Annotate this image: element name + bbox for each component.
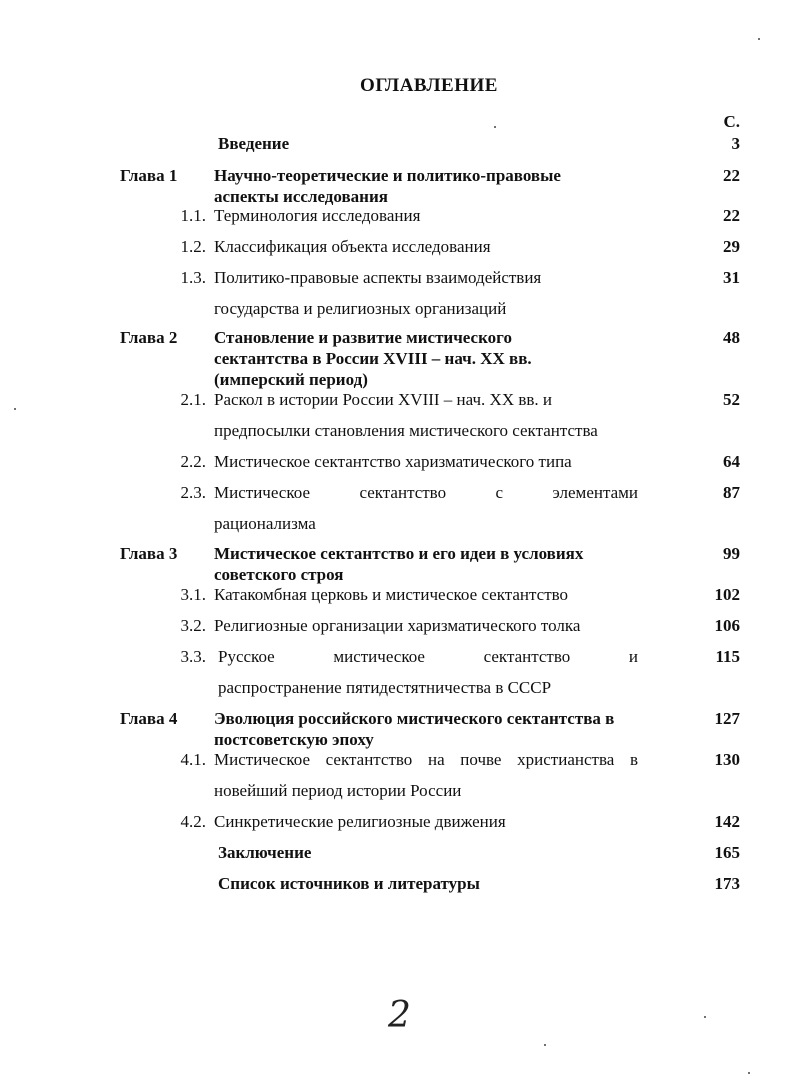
section-number: 3.1.	[180, 585, 206, 604]
entry-page: 87	[723, 483, 740, 502]
entry-title-line-2: предпосылки становления мистического сектантства	[214, 421, 598, 440]
entry-title: Эволюция российского мистического сектантства в постсоветскую эпоху	[214, 709, 615, 749]
section-number: 1.3.	[180, 268, 206, 287]
scan-speck	[494, 126, 496, 128]
section-number: 2.3.	[180, 483, 206, 502]
entry-title-line-2: новейший период истории России	[214, 781, 462, 800]
entry-title	[214, 749, 638, 801]
entry-title: Введение	[218, 134, 290, 153]
entry-title: Терминология исследования	[214, 206, 421, 225]
entry-page: 102	[714, 585, 740, 604]
section-number: 4.1.	[180, 750, 206, 769]
scan-speck	[14, 408, 16, 410]
entry-title: Мистическое сектантство харизматического типа	[214, 452, 572, 471]
toc-title: ОГЛАВЛЕНИЕ	[360, 75, 498, 96]
section-number: 3.3.	[180, 647, 206, 666]
entry-title-line-1: Мистическое сектантство с элементами	[214, 483, 638, 502]
entry-page: 31	[723, 268, 740, 287]
scan-speck	[748, 1072, 750, 1074]
entry-page: 130	[714, 750, 740, 769]
entry-page: 115	[715, 647, 740, 666]
chapter-label: Глава 4	[120, 709, 178, 728]
entry-page: 3	[731, 134, 740, 153]
section-number: 2.2.	[180, 452, 206, 471]
section-number: 2.1.	[180, 390, 206, 409]
entry-title-line-1: Русское мистическое сектантство и	[218, 647, 638, 666]
entry-title: Религиозные организации харизматического толка	[214, 616, 581, 635]
section-number: 3.2.	[180, 616, 206, 635]
entry-page: 29	[723, 237, 740, 256]
entry-title: Заключение	[218, 843, 312, 862]
entry-page: 48	[723, 328, 740, 347]
entry-title	[214, 389, 638, 441]
entry-title: Классификация объекта исследования	[214, 237, 491, 256]
page-column-header: С.	[723, 112, 740, 131]
entry-page: 165	[714, 843, 740, 862]
entry-page: 127	[714, 709, 740, 728]
scan-speck	[704, 1016, 706, 1018]
entry-page: 173	[714, 874, 740, 893]
section-number: 1.1.	[180, 206, 206, 225]
entry-page: 22	[723, 206, 740, 225]
entry-page: 64	[723, 452, 740, 471]
entry-title: Синкретические религиозные движения	[214, 812, 506, 831]
entry-title-line-2: рационализма	[214, 514, 316, 533]
chapter-label: Глава 2	[120, 328, 178, 347]
entry-title	[214, 482, 638, 534]
entry-title-line-1: Политико-правовые аспекты взаимодействия	[214, 268, 542, 287]
entry-title-line-1: Мистическое сектантство на почве христианства в	[214, 750, 638, 769]
chapter-label: Глава 1	[120, 166, 178, 185]
scan-speck	[544, 1044, 546, 1046]
section-number: 4.2.	[180, 812, 206, 831]
section-number: 1.2.	[180, 237, 206, 256]
entry-page: 52	[723, 390, 740, 409]
chapter-label: Глава 3	[120, 544, 178, 563]
handwritten-page-number: 2	[388, 995, 411, 1036]
entry-title-line-1: Раскол в истории России XVIII – нач. XX вв. и	[214, 390, 553, 409]
entry-title: Мистическое сектантство и его идеи в условиях советского строя	[214, 544, 584, 584]
entry-title: Катакомбная церковь и мистическое сектантство	[214, 585, 569, 604]
entry-page: 22	[723, 166, 740, 185]
entry-title: Становление и развитие мистического сектантства в России XVIII – нач. XX вв. (имперский период)	[214, 328, 532, 389]
entry-title: Научно-теоретические и политико-правовые аспекты исследования	[214, 166, 561, 206]
entry-page: 106	[714, 616, 740, 635]
entry-page: 142	[714, 812, 740, 831]
entry-title-line-2: государства и религиозных организаций	[214, 299, 507, 318]
entry-title: Список источников и литературы	[218, 874, 480, 893]
entry-title-line-2: распространение пятидестятничества в СССР	[218, 678, 552, 697]
entry-page: 99	[723, 544, 740, 563]
entry-title	[214, 267, 638, 319]
scan-speck	[758, 38, 760, 40]
entry-title	[218, 646, 638, 698]
